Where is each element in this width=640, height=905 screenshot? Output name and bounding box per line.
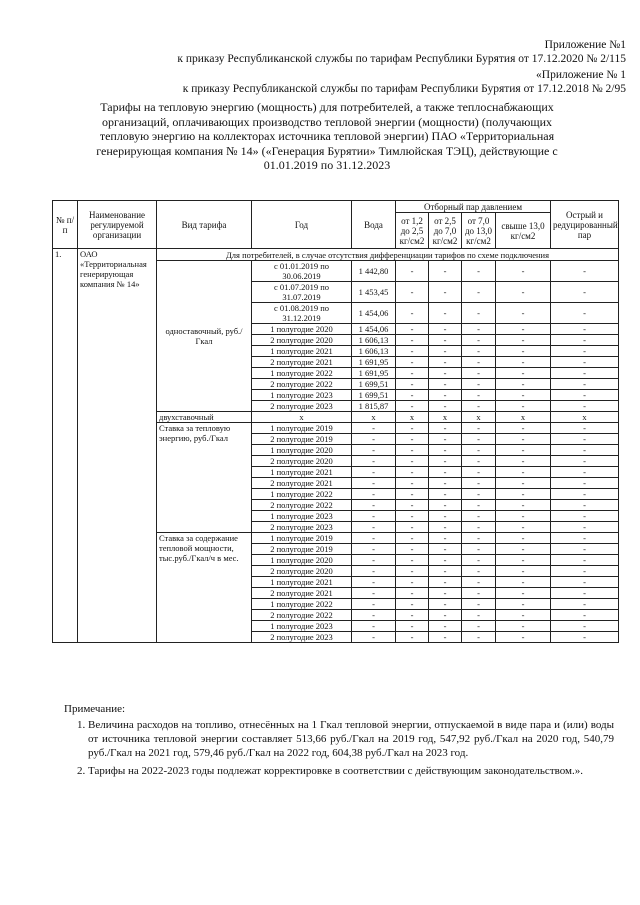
empty-value: - [429,335,462,346]
empty-value: - [396,379,429,390]
empty-value: - [496,588,551,599]
empty-value: - [462,261,496,282]
col-p3: от 7,0 до 13,0 кг/см2 [462,213,496,249]
empty-value: - [496,445,551,456]
empty-value: - [429,599,462,610]
notes-heading: Примечание: [64,703,126,715]
period: 1 полугодие 2021 [252,577,352,588]
water-value: 1 454,06 [352,303,396,324]
empty-value: - [396,522,429,533]
empty-value: - [352,522,396,533]
na-mark: х [429,412,462,423]
empty-value: - [352,599,396,610]
consumers-note: Для потребителей, в случае отсутствия дифференциации тарифов по схеме подключения [157,249,619,261]
empty-value: - [551,478,619,489]
empty-value: - [462,357,496,368]
empty-value: - [551,489,619,500]
table-row [53,249,619,261]
empty-value: - [429,467,462,478]
empty-value: - [551,390,619,401]
period: 2 полугодие 2021 [252,478,352,489]
empty-value: - [429,544,462,555]
empty-value: - [352,478,396,489]
note-item: 2. Тарифы на 2022-2023 годы подлежат корректировке в соответствии с действующим законодательством.». [88,764,614,778]
water-value: 1 606,13 [352,346,396,357]
empty-value: - [496,544,551,555]
period: 2 полугодие 2020 [252,566,352,577]
empty-value: - [352,456,396,467]
empty-value: - [352,467,396,478]
empty-value: - [551,357,619,368]
period: 2 полугодие 2023 [252,632,352,643]
empty-value: - [551,544,619,555]
empty-value: - [429,303,462,324]
empty-value: - [551,401,619,412]
empty-value: - [462,566,496,577]
empty-value: - [496,555,551,566]
empty-value: - [462,632,496,643]
empty-value: - [396,390,429,401]
empty-value: - [496,434,551,445]
period: с 01.07.2019 по 31.07.2019 [252,282,352,303]
empty-value: - [396,261,429,282]
col-p1: от 1,2 до 2,5 кг/см2 [396,213,429,249]
col-p2: от 2,5 до 7,0 кг/см2 [429,213,462,249]
empty-value: - [352,621,396,632]
empty-value: - [429,533,462,544]
period: 1 полугодие 2021 [252,467,352,478]
order-reference-old: к приказу Республиканской службы по тарифам Республики Бурятия от 17.12.2018 № 2/95 [182,83,626,95]
col-org: Наименование регулируемой организации [78,201,157,249]
empty-value: - [396,401,429,412]
empty-value: - [429,357,462,368]
period: 2 полугодие 2019 [252,434,352,445]
water-value: 1 454,06 [352,324,396,335]
empty-value: - [396,621,429,632]
empty-value: - [496,401,551,412]
empty-value: - [496,610,551,621]
empty-value: - [462,555,496,566]
empty-value: - [462,401,496,412]
appendix-header-new [177,38,626,66]
col-year: Год [252,201,352,249]
empty-value: - [352,555,396,566]
empty-value: - [429,632,462,643]
empty-value: - [429,566,462,577]
period: 1 полугодие 2020 [252,445,352,456]
empty-value: - [396,445,429,456]
col-sharp-steam: Острый и редуцированный пар [551,201,619,249]
energy-rate-label: Ставка за тепловую энергию, руб./Гкал [157,423,252,533]
empty-value: - [396,500,429,511]
empty-value: - [396,335,429,346]
period: 1 полугодие 2020 [252,555,352,566]
empty-value: - [429,423,462,434]
water-value: 1 691,95 [352,357,396,368]
col-p4: свыше 13,0 кг/см2 [496,213,551,249]
empty-value: - [496,478,551,489]
empty-value: - [551,467,619,478]
empty-value: - [396,368,429,379]
empty-value: - [496,324,551,335]
empty-value: - [551,522,619,533]
period: 1 полугодие 2023 [252,621,352,632]
water-value: 1 699,51 [352,379,396,390]
empty-value: - [352,544,396,555]
period: 1 полугодие 2022 [252,599,352,610]
empty-value: - [496,379,551,390]
na-mark: х [496,412,551,423]
empty-value: - [396,511,429,522]
empty-value: - [396,533,429,544]
col-type: Вид тарифа [157,201,252,249]
organization-name: ОАО «Территориальная генерирующая компания № 14» [78,249,157,643]
empty-value: - [429,489,462,500]
empty-value: - [496,566,551,577]
empty-value: - [551,335,619,346]
empty-value: - [551,610,619,621]
empty-value: - [462,303,496,324]
empty-value: - [551,533,619,544]
empty-value: - [396,434,429,445]
empty-value: - [429,401,462,412]
empty-value: - [462,456,496,467]
period: 2 полугодие 2020 [252,456,352,467]
na-mark: х [396,412,429,423]
empty-value: - [462,467,496,478]
empty-value: - [396,303,429,324]
empty-value: - [396,599,429,610]
empty-value: - [396,489,429,500]
empty-value: - [462,500,496,511]
empty-value: - [551,599,619,610]
empty-value: - [551,555,619,566]
empty-value: - [352,533,396,544]
empty-value: - [551,324,619,335]
empty-value: - [429,445,462,456]
empty-value: - [396,467,429,478]
row-number: 1. [53,249,78,643]
empty-value: - [429,390,462,401]
period: 1 полугодие 2021 [252,346,352,357]
period: 1 полугодие 2023 [252,390,352,401]
na-mark: х [551,412,619,423]
empty-value: - [551,346,619,357]
period: 2 полугодие 2022 [252,500,352,511]
empty-value: - [462,544,496,555]
empty-value: - [462,368,496,379]
empty-value: - [551,434,619,445]
empty-value: - [551,632,619,643]
empty-value: - [496,456,551,467]
empty-value: - [462,335,496,346]
period: 2 полугодие 2023 [252,522,352,533]
empty-value: - [429,282,462,303]
tariff-table [52,200,619,643]
empty-value: - [496,261,551,282]
period: 1 полугодие 2022 [252,489,352,500]
empty-value: - [396,456,429,467]
empty-value: - [429,500,462,511]
empty-value: - [462,324,496,335]
empty-value: - [352,489,396,500]
empty-value: - [551,621,619,632]
empty-value: - [462,478,496,489]
empty-value: - [429,368,462,379]
empty-value: - [496,303,551,324]
empty-value: - [429,588,462,599]
empty-value: - [551,566,619,577]
empty-value: - [462,434,496,445]
empty-value: - [396,423,429,434]
empty-value: - [429,610,462,621]
empty-value: - [551,261,619,282]
col-steam: Отборный пар давлением [396,201,551,213]
single-rate-label: одноставочный, руб./Гкал [157,261,252,412]
water-value: 1 442,80 [352,261,396,282]
appendix-number-old: «Приложение № 1 [536,69,626,81]
period: 2 полугодие 2023 [252,401,352,412]
empty-value: - [551,511,619,522]
empty-value: - [462,610,496,621]
empty-value: - [462,379,496,390]
empty-value: - [462,390,496,401]
empty-value: - [496,282,551,303]
empty-value: - [429,522,462,533]
empty-value: - [396,544,429,555]
empty-value: - [352,500,396,511]
empty-value: - [462,489,496,500]
empty-value: - [496,511,551,522]
empty-value: - [496,357,551,368]
empty-value: - [462,346,496,357]
period: 2 полугодие 2019 [252,544,352,555]
empty-value: - [352,434,396,445]
empty-value: - [462,511,496,522]
empty-value: - [396,478,429,489]
empty-value: - [429,456,462,467]
empty-value: - [429,261,462,282]
empty-value: - [496,522,551,533]
empty-value: - [496,500,551,511]
water-value: 1 691,95 [352,368,396,379]
na-mark: х [252,412,352,423]
empty-value: - [551,577,619,588]
empty-value: - [462,533,496,544]
period: 2 полугодие 2020 [252,335,352,346]
empty-value: - [429,555,462,566]
empty-value: - [496,467,551,478]
notes-list [64,718,614,778]
empty-value: - [462,445,496,456]
order-reference: к приказу Республиканской службы по тарифам Республики Бурятия от 17.12.2020 № 2/115 [177,53,626,65]
period: 2 полугодие 2022 [252,610,352,621]
empty-value: - [496,533,551,544]
notes [64,702,614,782]
col-num: № п/п [53,201,78,249]
empty-value: - [429,379,462,390]
empty-value: - [396,282,429,303]
empty-value: - [496,577,551,588]
empty-value: - [462,599,496,610]
empty-value: - [462,621,496,632]
empty-value: - [496,599,551,610]
na-mark: х [352,412,396,423]
empty-value: - [429,621,462,632]
empty-value: - [551,379,619,390]
empty-value: - [462,522,496,533]
period: с 01.01.2019 по 30.06.2019 [252,261,352,282]
water-value: 1 699,51 [352,390,396,401]
empty-value: - [396,588,429,599]
period: с 01.08.2019 по 31.12.2019 [252,303,352,324]
empty-value: - [396,346,429,357]
empty-value: - [429,324,462,335]
empty-value: - [551,445,619,456]
empty-value: - [496,621,551,632]
empty-value: - [496,489,551,500]
empty-value: - [396,357,429,368]
two-part-label: двухставочный [157,412,252,423]
empty-value: - [551,500,619,511]
appendix-header-old [183,68,626,96]
empty-value: - [396,632,429,643]
empty-value: - [496,346,551,357]
period: 2 полугодие 2022 [252,379,352,390]
col-water: Вода [352,201,396,249]
empty-value: - [429,346,462,357]
empty-value: - [352,566,396,577]
empty-value: - [496,390,551,401]
na-mark: х [462,412,496,423]
period: 1 полугодие 2020 [252,324,352,335]
empty-value: - [551,423,619,434]
water-value: 1 815,87 [352,401,396,412]
empty-value: - [352,632,396,643]
empty-value: - [396,324,429,335]
period: 2 полугодие 2021 [252,588,352,599]
empty-value: - [429,434,462,445]
period: 1 полугодие 2022 [252,368,352,379]
water-value: 1 606,13 [352,335,396,346]
empty-value: - [496,423,551,434]
empty-value: - [396,610,429,621]
capacity-rate-label: Ставка за содержание тепловой мощности, тыс.руб./Гкал/ч в мес. [157,533,252,643]
note-item: 1. Величина расходов на топливо, отнесённых на 1 Гкал тепловой энергии, отпускаемой в виде пара и (или) воды от источника тепловой энергии составляет 513,66 руб./Гкал на 2019 год, 547,92 руб./Гкал на 2020 год, 540,79 руб./Гкал на 2021 год, 579,46 руб./Гкал на 2022 год, 604,38 руб./Гкал на 2023 год. [88,718,614,760]
empty-value: - [429,478,462,489]
empty-value: - [352,445,396,456]
empty-value: - [429,511,462,522]
period: 1 полугодие 2019 [252,533,352,544]
document-title: Тарифы на тепловую энергию (мощность) для потребителей, а также теплоснабжающих организаций, оплачивающих производство тепловой энергии (мощности) (получающих тепловую энергию на коллекторах источника тепловой энергии) ПАО «Территориальная генерирующая компания № 14» («Генерация Бурятии» Тимлюйская ТЭЦ), действующие с 01.01.2019 по 31.12.2023 [96,100,558,172]
empty-value: - [352,577,396,588]
empty-value: - [551,303,619,324]
period: 2 полугодие 2021 [252,357,352,368]
empty-value: - [352,588,396,599]
empty-value: - [429,577,462,588]
empty-value: - [496,368,551,379]
water-value: 1 453,45 [352,282,396,303]
empty-value: - [551,456,619,467]
empty-value: - [462,588,496,599]
empty-value: - [551,368,619,379]
empty-value: - [352,511,396,522]
empty-value: - [496,335,551,346]
empty-value: - [551,588,619,599]
empty-value: - [396,555,429,566]
empty-value: - [396,566,429,577]
empty-value: - [462,282,496,303]
empty-value: - [462,423,496,434]
appendix-number: Приложение №1 [544,39,626,51]
empty-value: - [551,282,619,303]
empty-value: - [396,577,429,588]
empty-value: - [496,632,551,643]
empty-value: - [352,610,396,621]
empty-value: - [462,577,496,588]
empty-value: - [352,423,396,434]
period: 1 полугодие 2019 [252,423,352,434]
period: 1 полугодие 2023 [252,511,352,522]
